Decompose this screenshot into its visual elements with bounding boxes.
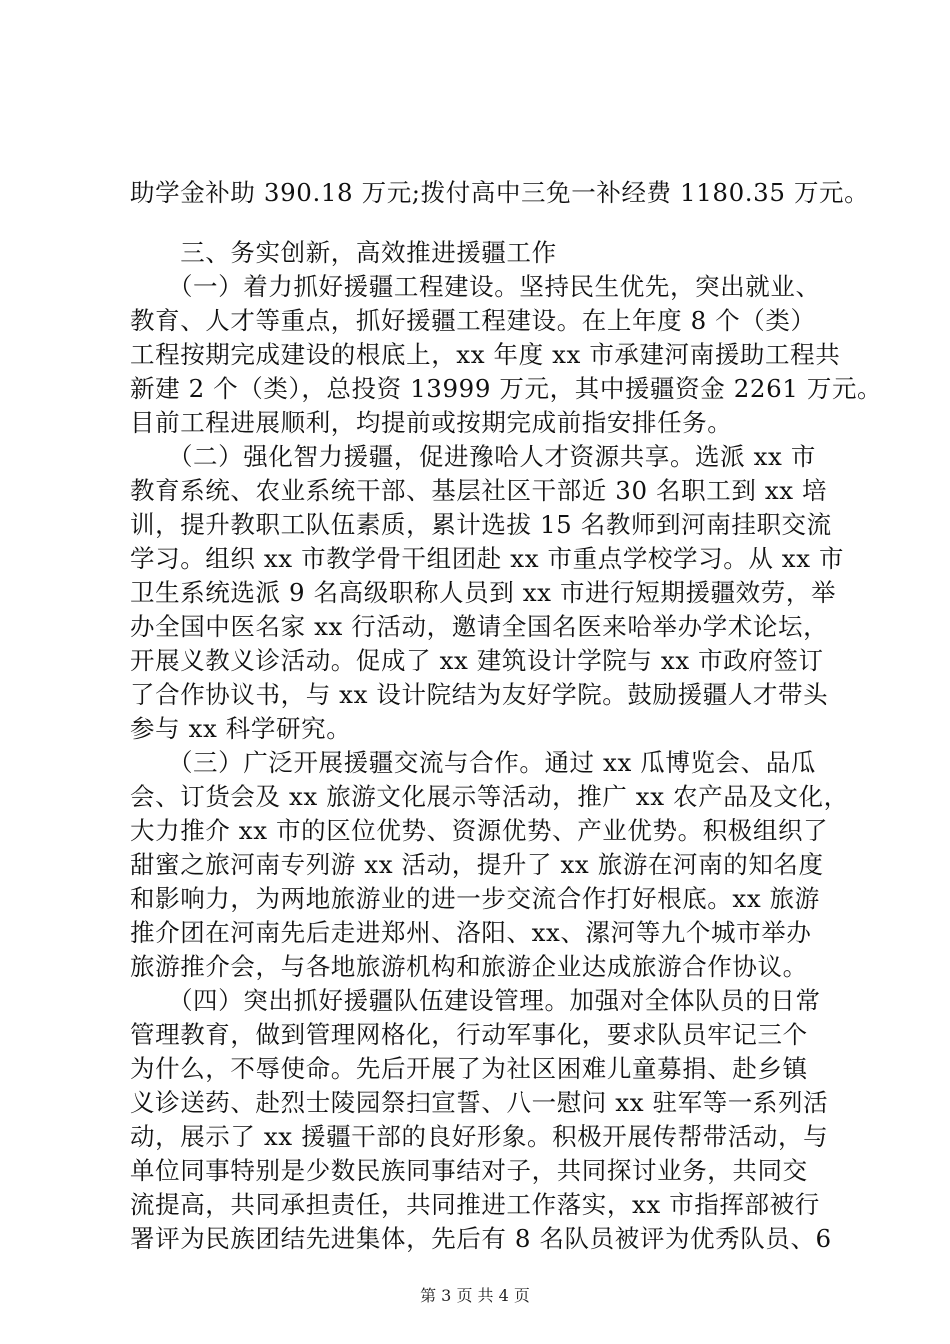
section-heading: 三、务实创新，高效推进援疆工作 bbox=[130, 238, 557, 267]
body-text-line: 大力推介 xx 市的区位优势、资源优势、产业优势。积极组织了 bbox=[130, 816, 829, 845]
body-text-line: 动，展示了 xx 援疆干部的良好形象。积极开展传帮带活动，与 bbox=[130, 1122, 829, 1151]
body-text-line: （二）强化智力援疆，促进豫哈人才资源共享。选派 xx 市 bbox=[130, 442, 816, 471]
body-text-line: 单位同事特别是少数民族同事结对子，共同探讨业务，共同交 bbox=[130, 1156, 808, 1185]
body-text-line: 办全国中医名家 xx 行活动，邀请全国名医来哈举办学术论坛， bbox=[130, 612, 829, 641]
page-footer: 第 3 页 共 4 页 bbox=[420, 1286, 530, 1305]
body-text-line: 流提高，共同承担责任，共同推进工作落实，xx 市指挥部被行 bbox=[130, 1190, 820, 1219]
body-text-line: 开展义教义诊活动。促成了 xx 建筑设计学院与 xx 市政府签订 bbox=[130, 646, 824, 675]
body-text-line: 工程按期完成建设的根底上，xx 年度 xx 市承建河南援助工程共 bbox=[130, 340, 841, 369]
body-text-line: 训，提升教职工队伍素质，累计选拔 15 名教师到河南挂职交流 bbox=[130, 510, 832, 539]
body-text-line: 会、订货会及 xx 旅游文化展示等活动，推广 xx 农产品及文化， bbox=[130, 782, 849, 811]
body-text-line: 了合作协议书，与 xx 设计院结为友好学院。鼓励援疆人才带头 bbox=[130, 680, 829, 709]
body-text-line: 和影响力，为两地旅游业的进一步交流合作打好根底。xx 旅游 bbox=[130, 884, 820, 913]
body-text-line: 助学金补助 390.18 万元;拨付高中三免一补经费 1180.35 万元。 bbox=[130, 178, 870, 207]
body-text-line: （一）着力抓好援疆工程建设。坚持民生优先，突出就业、 bbox=[130, 272, 821, 301]
body-text-line: 卫生系统选派 9 名高级职称人员到 xx 市进行短期援疆效劳，举 bbox=[130, 578, 837, 607]
body-text-line: 甜蜜之旅河南专列游 xx 活动，提升了 xx 旅游在河南的知名度 bbox=[130, 850, 824, 879]
body-text-line: （四）突出抓好援疆队伍建设管理。加强对全体队员的日常 bbox=[130, 986, 821, 1015]
body-text-line: 学习。组织 xx 市教学骨干组团赴 xx 市重点学校学习。从 xx 市 bbox=[130, 544, 845, 573]
body-text-line: 署评为民族团结先进集体，先后有 8 名队员被评为优秀队员、6 bbox=[130, 1224, 832, 1253]
body-text-line: 新建 2 个（类），总投资 13999 万元，其中援疆资金 2261 万元。 bbox=[130, 374, 883, 403]
body-text-line: 参与 xx 科学研究。 bbox=[130, 714, 352, 743]
body-text-line: 教育系统、农业系统干部、基层社区干部近 30 名职工到 xx 培 bbox=[130, 476, 828, 505]
body-text-line: 教育、人才等重点，抓好援疆工程建设。在上年度 8 个（类） bbox=[130, 306, 816, 335]
body-text-line: 旅游推介会，与各地旅游机构和旅游企业达成旅游合作协议。 bbox=[130, 952, 808, 981]
body-text-line: 义诊送药、赴烈士陵园祭扫宣誓、八一慰问 xx 驻军等一系列活 bbox=[130, 1088, 829, 1117]
body-text-line: 推介团在河南先后走进郑州、洛阳、xx、漯河等九个城市举办 bbox=[130, 918, 812, 947]
body-text-line: 为什么，不辱使命。先后开展了为社区困难儿童募捐、赴乡镇 bbox=[130, 1054, 808, 1083]
body-text-line: 目前工程进展顺利，均提前或按期完成前指安排任务。 bbox=[130, 408, 733, 437]
body-text-line: （三）广泛开展援疆交流与合作。通过 xx 瓜博览会、品瓜 bbox=[130, 748, 816, 777]
body-text-line: 管理教育，做到管理网格化，行动军事化，要求队员牢记三个 bbox=[130, 1020, 808, 1049]
